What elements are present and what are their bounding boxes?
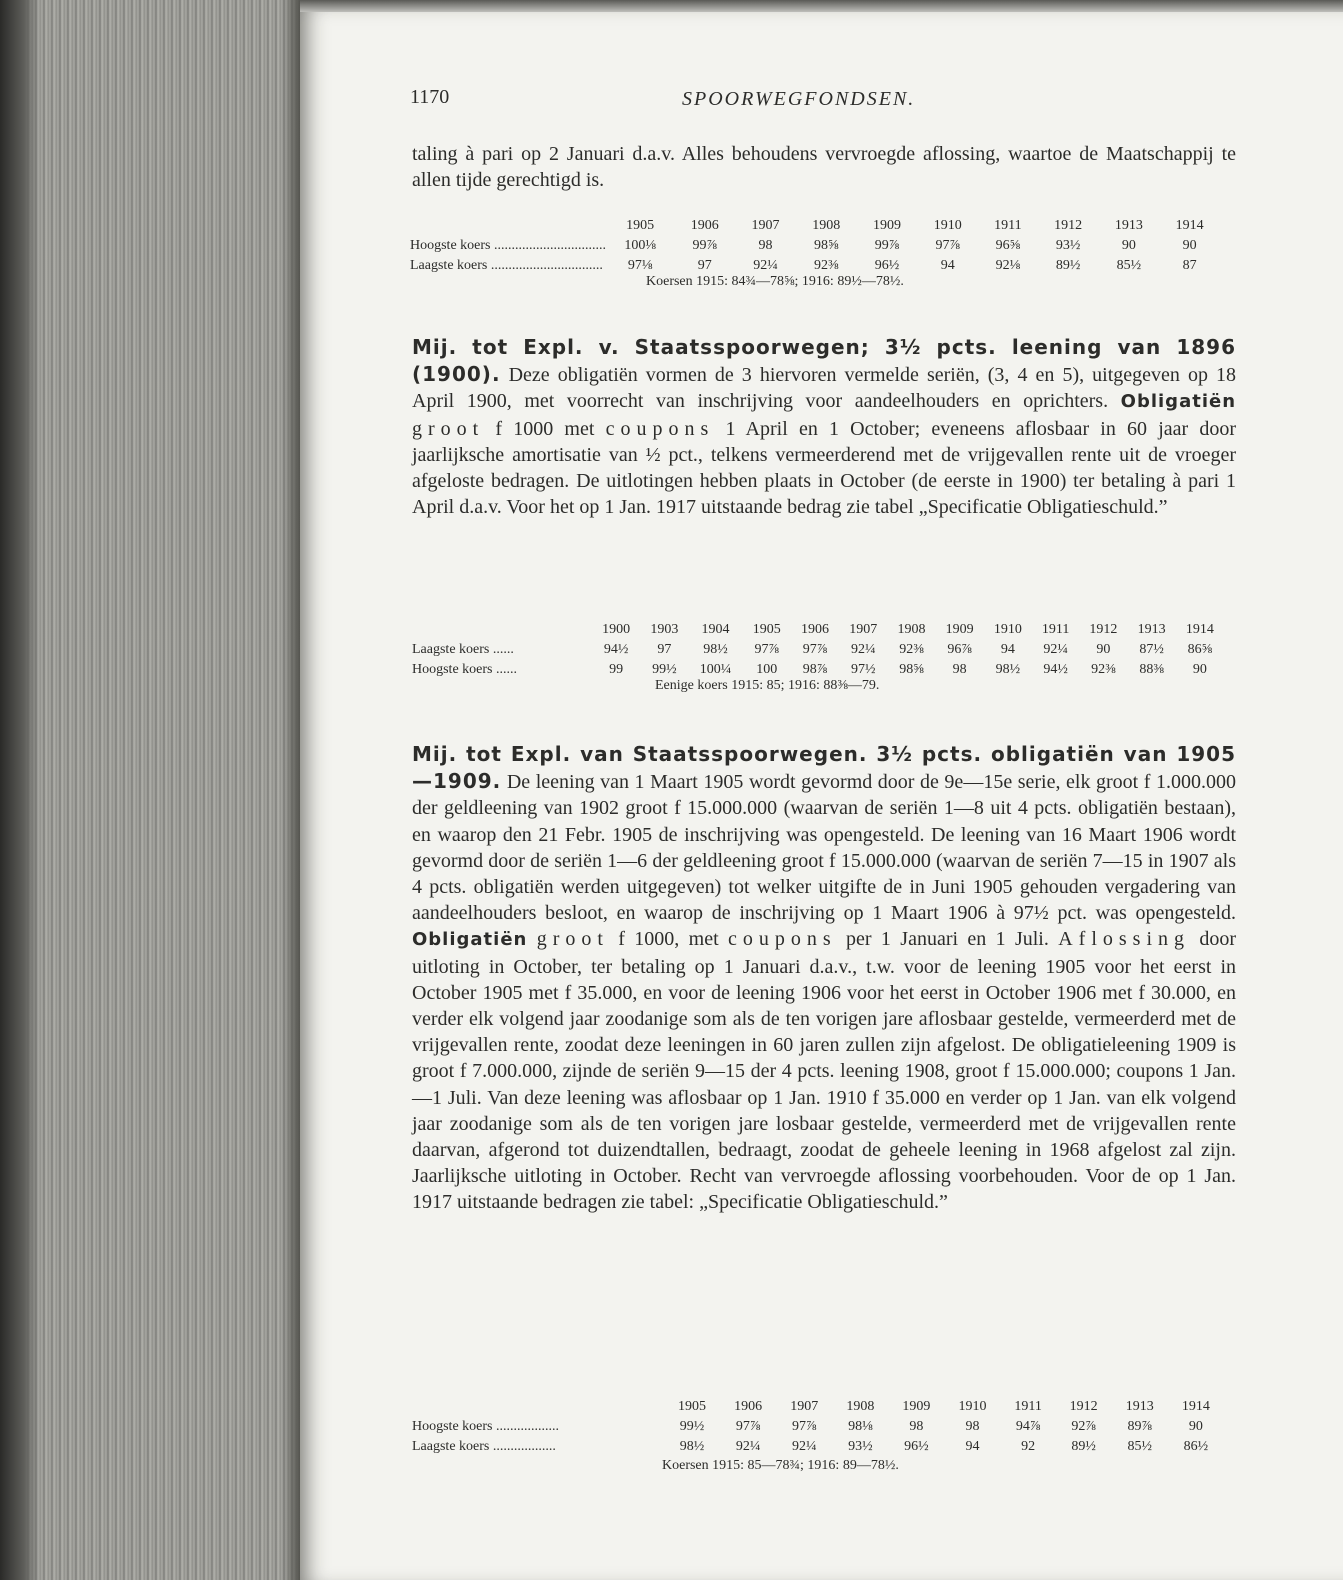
table-cell: 87 [1182,258,1197,273]
table-cell: 92⅛ [995,258,1021,273]
year-header: 1914 [1181,1399,1210,1414]
year-header: 1913 [1137,622,1166,637]
year-header: 1903 [650,622,679,637]
table-row [412,1417,1224,1437]
year-header: 1911 [1014,1399,1042,1414]
table-header-row [412,1397,1224,1417]
year-header: 1905 [626,218,655,233]
table-cell: 94 [965,1439,980,1454]
year-header: 1906 [690,218,719,233]
table-cell: 100 [756,662,778,677]
year-header: 1911 [994,218,1022,233]
table-cell: 98½ [703,642,728,657]
table-cell: 85½ [1116,258,1142,273]
section1-quotes-note: Koersen 1915: 84¾—78⅝; 1916: 89½—78½. [646,274,904,289]
table-cell: 92⅜ [813,258,839,273]
section1-quotes-table [410,216,1220,276]
running-title: SPOORWEGFONDSEN. [682,88,916,110]
year-header: 1905 [752,622,781,637]
table-cell: 98⅛ [848,1419,873,1434]
table-cell: 88⅜ [1139,662,1164,677]
table-cell: 87½ [1139,642,1164,657]
table-cell: 98½ [995,662,1021,677]
year-header: 1910 [958,1399,987,1414]
section2-quotes-note: Eenige koers 1915: 85; 1916: 88⅜—79. [655,678,880,693]
table-corner [412,1397,664,1417]
row-label: Laagste koers ...... [412,642,514,657]
table-cell: 92¼ [850,642,876,657]
section2-text-c: 1 April en 1 October; eveneens aflosbaar in 60 jaar door jaarlijksche amortisatie van ½ pct., telkens vermeerderend met de vrijgevallen rente uit de vroeger afgeloste bedragen. De uitlotingen hebben plaats in October (de eerste in 1900) ter betaling à pari 1 April d.a.v. Voor het op 1 Jan. 1917 uitstaande bedrag zie tabel „Specificatie Obligatieschuld.” [412,417,1237,519]
table-cell: 97⅞ [935,238,960,253]
table-cell: 89½ [1071,1439,1096,1454]
table-cell: 98½ [679,1439,705,1454]
year-header: 1914 [1185,622,1214,637]
table-cell: 89⅞ [1127,1419,1153,1434]
table-cell: 100⅛ [624,238,656,253]
section3-term-coupons: coupons [728,928,837,951]
table-cell: 92 [1021,1439,1036,1454]
year-header: 1905 [678,1399,707,1414]
year-header: 1904 [701,622,730,637]
section3-paragraph [412,741,1236,1216]
table-cell: 97⅞ [754,642,780,657]
table-cell: 92¼ [1043,642,1068,657]
table-cell: 97⅞ [735,1419,761,1434]
section2-paragraph [412,334,1236,520]
table-cell: 98 [909,1419,924,1434]
table-cell: 85½ [1127,1439,1153,1454]
section3-term-obligatien: Obligatiën [412,929,528,951]
row-label: Laagste koers .................. [412,1439,556,1454]
table-corner [410,216,606,236]
table-cell: 90 [1192,662,1207,677]
table-cell: 99½ [679,1419,705,1434]
row-label: Hoogste koers .................. [412,1419,559,1434]
table-cell: 99½ [652,662,677,677]
section3-text-a: De leening van 1 Maart 1905 wordt gevormd door de 9e—15e serie, elk groot f 1.000.000 der geldleening van 1902 groot f 15.000.000 (waarvan de seriën 1—8 uit 4 pcts. obligatiën bestaan), en waarop den 21 Febr. 1905 de inschrijving was opengesteld. De leening van 16 Maart 1906 wordt gevormd door de seriën 1—6 der geldleening groot f 15.000.000 (waarvan de seriën 7—15 in 1907 als 4 pcts. obligatiën werden uitgegeven) tot welker uitgifte de in Juni 1905 gehouden vergadering van aandeelhouders besloot, en waarop de inschrijving op 1 Maart 1906 à 97½ pct. was opengesteld. [412,771,1237,925]
table-cell: 96½ [904,1439,929,1454]
table-cell: 97⅞ [802,642,828,657]
table-cell: 94⅞ [1015,1419,1041,1434]
table-cell: 86½ [1183,1439,1209,1454]
section3-quotes-note: Koersen 1915: 85—78¾; 1916: 89—78½. [662,1458,899,1473]
year-header: 1913 [1125,1399,1154,1414]
table-row [412,640,1224,660]
row-label: Laagste koers ................................ [410,258,603,273]
year-header: 1912 [1054,218,1083,233]
table-cell: 90 [1121,238,1136,253]
year-header: 1907 [751,218,780,233]
section3-text-d: door uitloting in October, ter betaling op 1 Januari d.a.v., t.w. voor de leening 1905 voor het eerst in October 1905 met f 35.000, en voor de leening 1906 voor het eerst in October 1906 met f 30.000, en verder elk volgend jaar zoodanige som als de ten vorigen jare aflosbaar gestelde, vermeerderd met de vrijgevallen rente, zoodat deze leeningen in 60 jaren zullen zijn afgelost. De obligatieleening 1909 is groot f 7.000.000, zijnde de seriën 9—15 der 4 pcts. leening 1908, groot f 15.000.000; coupons 1 Jan.—1 Juli. Van deze leening was aflosbaar op 1 Jan. 1910 f 35.000 en verder op 1 Jan. van elk volgend jaar zoodanige som als de ten vorigen jare losbaar gestelde, vermeerderd met de vrijgevallen rente daarvan, afgerond tot duizendtallen, bedraagt, zoodat de geheele leening in 1968 afgelost zal zijn. Jaarlijksche uitloting in October. Recht van vervroegde aflossing voorbehouden. Voor de op 1 Jan. 1917 uitstaande bedragen zie tabel: „Specificatie Obligatieschuld.” [412,928,1237,1214]
table-cell: 92⅞ [1071,1419,1096,1434]
book-spine-edge [0,0,300,1580]
table-cell: 90 [1182,238,1197,253]
year-header: 1909 [902,1399,931,1414]
section2-term-obligatien: Obligatiën [1120,391,1237,413]
section2-heading: Mij. tot Expl. v. Staatsspoorwegen; 3½ pcts. leening van 1896 (1900). [412,335,1236,387]
table-cell: 94½ [603,642,629,657]
year-header: 1907 [790,1399,819,1414]
year-header: 1908 [812,218,841,233]
section3-term-groot: groot [536,928,609,951]
table-header-row [412,620,1224,640]
year-header: 1912 [1069,1399,1098,1414]
section2-quotes-table [412,620,1224,680]
section3-heading: Mij. tot Expl. van Staatsspoorwegen. 3½ pcts. obligatiën van 1905—1909. [412,742,1236,794]
table-cell: 92¼ [735,1439,761,1454]
table-cell: 98 [965,1419,980,1434]
table-cell: 98 [952,662,967,677]
row-label: Hoogste koers ...... [412,662,517,677]
table-cell: 89½ [1055,258,1081,273]
year-header: 1914 [1175,218,1204,233]
year-header: 1906 [734,1399,763,1414]
table-cell: 97 [657,642,672,657]
table-cell: 92¼ [753,258,778,273]
section3-quotes-table [412,1397,1224,1457]
table-cell: 90 [1188,1419,1203,1434]
table-cell: 92⅜ [1091,662,1116,677]
table-cell: 99 [609,662,624,677]
table-cell: 92⅜ [899,642,924,657]
table-cell: 86⅝ [1187,642,1213,657]
section3-text-b: f 1000, met [618,928,719,951]
table-header-row [410,216,1220,236]
table-cell: 94 [940,258,955,273]
year-header: 1910 [933,218,962,233]
year-header: 1907 [849,622,878,637]
table-cell: 99⅞ [692,238,717,253]
year-header: 1909 [945,622,974,637]
table-cell: 96½ [874,258,900,273]
year-header: 1912 [1089,622,1118,637]
table-cell: 98⅞ [802,662,828,677]
table-cell: 98 [758,238,773,253]
section1-text: taling à pari op 2 Januari d.a.v. Alles behoudens vervroegde aflossing, waartoe de Maatschappij te allen tijde gerechtigd is. [412,143,1236,192]
table-cell: 90 [1096,642,1111,657]
table-cell: 98⅝ [899,662,924,677]
year-header: 1910 [993,622,1022,637]
table-row [412,1437,1224,1457]
table-cell: 94½ [1043,662,1068,677]
table-cell: 96⅝ [995,238,1021,253]
table-cell: 98⅝ [813,238,839,253]
table-cell: 99⅞ [874,238,900,253]
section2-term-coupons: coupons [605,417,715,440]
table-cell: 97⅛ [627,258,653,273]
table-cell: 94 [1000,642,1015,657]
table-cell: 97⅞ [791,1419,817,1434]
section2-term-groot: groot [412,417,485,440]
table-corner [412,620,592,640]
section3-term-aflossing: Aflossing [1058,928,1191,951]
table-cell: 93½ [848,1439,873,1454]
year-header: 1908 [846,1399,875,1414]
year-header: 1906 [801,622,829,637]
table-cell: 100¼ [699,662,732,677]
table-row [412,660,1224,680]
year-header: 1908 [897,622,926,637]
table-row [410,236,1220,256]
section3-text-c: per 1 Januari en 1 Juli. [846,928,1049,951]
table-cell: 96⅞ [947,642,972,657]
row-label: Hoogste koers ................................ [410,238,606,253]
year-header: 1913 [1114,218,1143,233]
section2-text-a: Deze obligatiën vormen de 3 hiervoren vermelde seriën, (3, 4 en 5), uitgegeven op 18 April 1900, met voorrecht van inschrijving voor aandeelhouders en oprichters. [412,364,1236,413]
table-cell: 97½ [850,662,876,677]
table-row [410,256,1220,276]
section1-paragraph [412,141,1236,193]
page-header [410,86,1240,116]
table-cell: 97 [697,258,712,273]
table-cell: 92¼ [791,1439,817,1454]
page-number: 1170 [410,86,450,108]
section2-text-b: f 1000 met [495,417,595,440]
year-header: 1911 [1041,622,1070,637]
table-cell: 93½ [1055,238,1081,253]
year-header: 1909 [872,218,901,233]
year-header: 1900 [602,622,631,637]
